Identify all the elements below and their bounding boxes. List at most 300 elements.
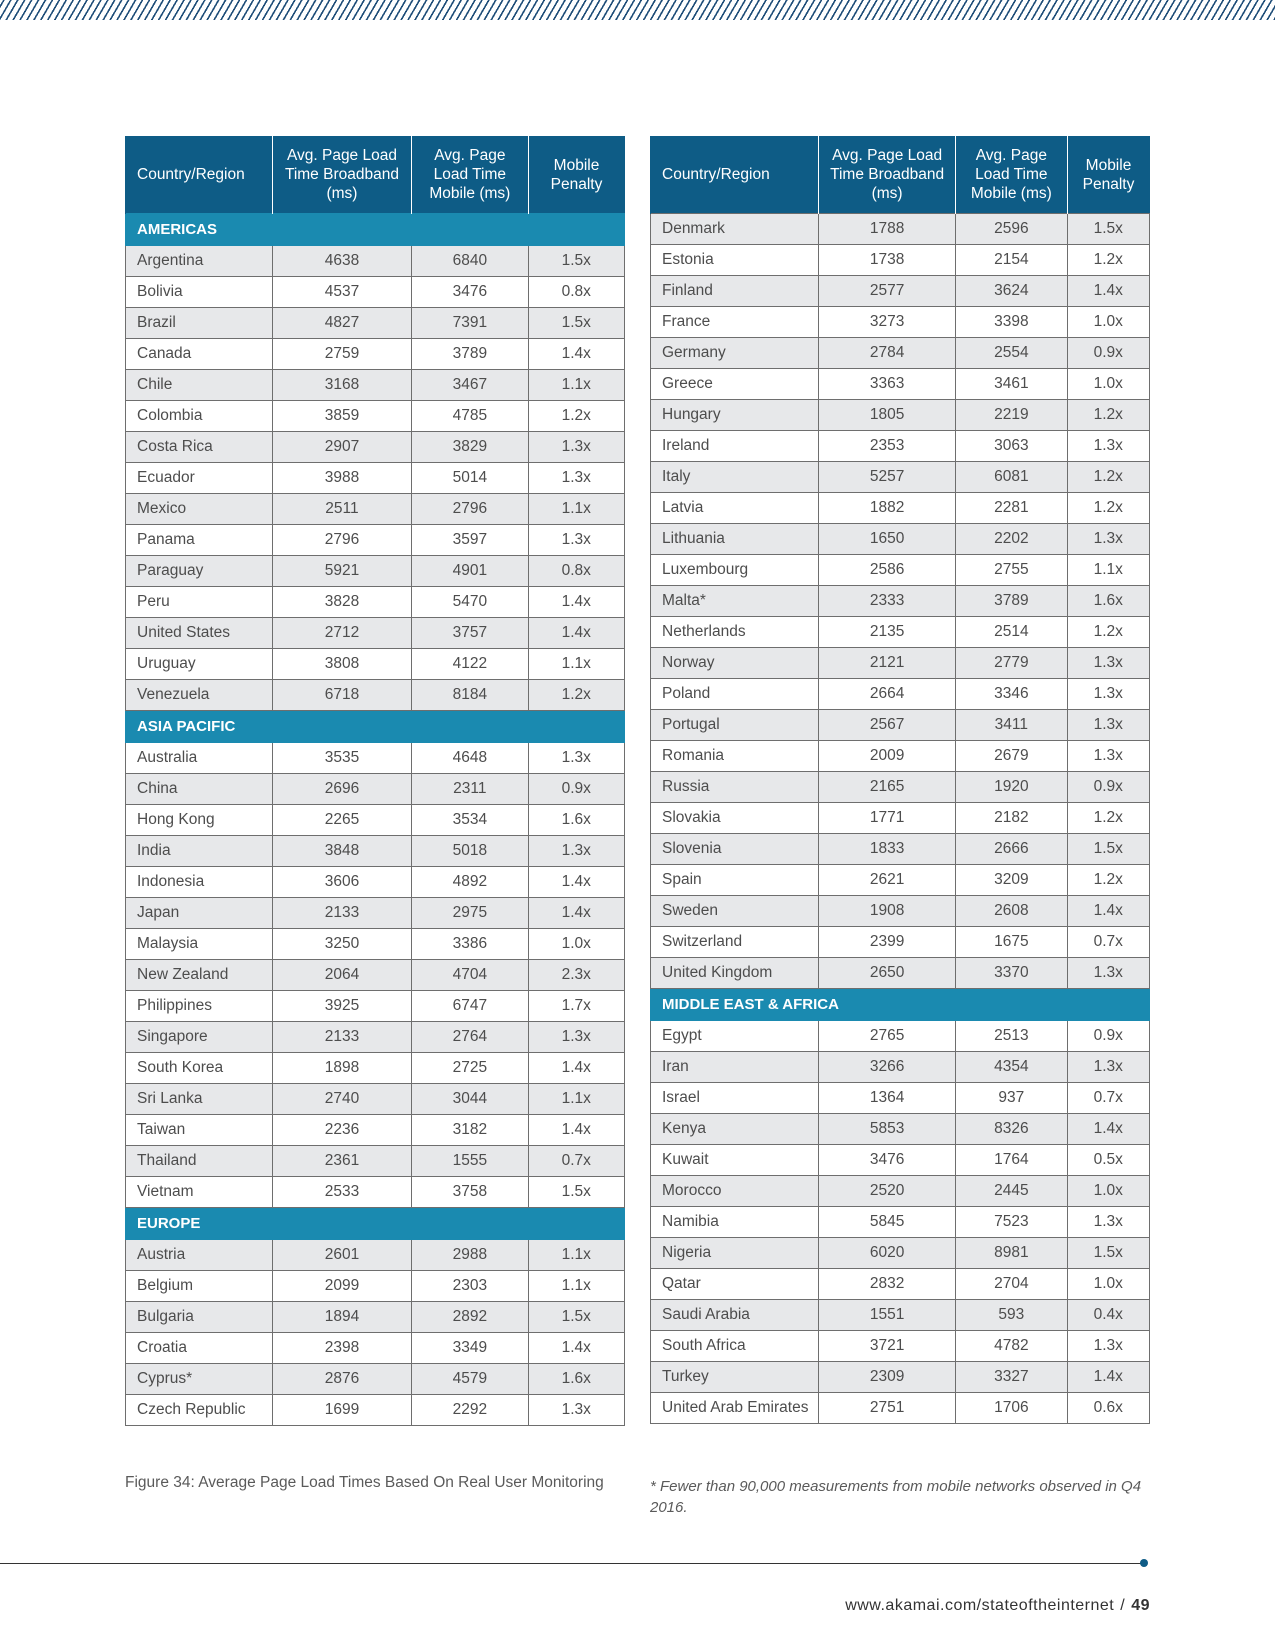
broadband-cell: 2121 [819,648,956,679]
country-cell: Turkey [651,1362,819,1393]
mobile-cell: 2219 [956,400,1067,431]
broadband-cell: 3476 [819,1145,956,1176]
penalty-cell: 1.4x [528,898,624,929]
broadband-cell: 4537 [272,277,411,308]
country-cell: Sri Lanka [126,1084,273,1115]
table-row [651,1238,1150,1269]
country-cell: Indonesia [126,867,273,898]
penalty-cell: 1.3x [528,463,624,494]
penalty-cell: 1.3x [528,525,624,556]
penalty-cell: 2.3x [528,960,624,991]
penalty-cell: 1.3x [1067,679,1150,710]
broadband-cell: 2876 [272,1364,411,1395]
broadband-cell: 2399 [819,927,956,958]
broadband-cell: 3988 [272,463,411,494]
country-cell: Venezuela [126,680,273,711]
table-row [651,493,1150,524]
mobile-cell: 2596 [956,214,1067,245]
table-row [651,772,1150,803]
mobile-cell: 2303 [412,1271,528,1302]
penalty-cell: 0.9x [1067,772,1150,803]
page-load-table-right [650,136,1150,1424]
mobile-cell: 6840 [412,246,528,277]
mobile-cell: 2704 [956,1269,1067,1300]
country-cell: Switzerland [651,927,819,958]
country-cell: South Africa [651,1331,819,1362]
broadband-cell: 4638 [272,246,411,277]
broadband-cell: 2621 [819,865,956,896]
mobile-cell: 2202 [956,524,1067,555]
mobile-cell: 3398 [956,307,1067,338]
penalty-cell: 1.2x [1067,493,1150,524]
penalty-cell: 1.3x [528,836,624,867]
table-row [126,401,625,432]
mobile-cell: 2514 [956,617,1067,648]
table-row [126,525,625,556]
country-cell: Poland [651,679,819,710]
table-row [126,339,625,370]
broadband-cell: 1738 [819,245,956,276]
broadband-cell: 1833 [819,834,956,865]
penalty-cell: 1.4x [528,1053,624,1084]
broadband-cell: 3808 [272,649,411,680]
mobile-cell: 3327 [956,1362,1067,1393]
country-cell: Slovenia [651,834,819,865]
table-row [651,1300,1150,1331]
page-load-table-left [125,136,625,1426]
mobile-cell: 2445 [956,1176,1067,1207]
table-row [651,896,1150,927]
country-cell: France [651,307,819,338]
mobile-cell: 3476 [412,277,528,308]
country-cell: Thailand [126,1146,273,1177]
country-cell: Philippines [126,991,273,1022]
table-row [651,617,1150,648]
table-row [126,1395,625,1426]
broadband-cell: 2907 [272,432,411,463]
penalty-cell: 0.9x [1067,1021,1150,1052]
section-label: EUROPE [126,1208,625,1240]
table-row [126,277,625,308]
table-body [126,214,625,1426]
broadband-cell: 3859 [272,401,411,432]
table-header-row [651,136,1150,214]
mobile-cell: 8981 [956,1238,1067,1269]
mobile-cell: 4704 [412,960,528,991]
mobile-cell: 3346 [956,679,1067,710]
footer-separator: / [1120,1597,1126,1614]
mobile-cell: 3209 [956,865,1067,896]
country-cell: Singapore [126,1022,273,1053]
table-row [651,834,1150,865]
mobile-cell: 4648 [412,743,528,774]
section-header-row [126,711,625,743]
penalty-cell: 1.5x [1067,834,1150,865]
table-row [126,1115,625,1146]
broadband-cell: 4827 [272,308,411,339]
country-cell: Egypt [651,1021,819,1052]
table-row [126,587,625,618]
mobile-cell: 3349 [412,1333,528,1364]
header-mobile: Avg. Page Load Time Mobile (ms) [956,136,1067,214]
table-row [651,1114,1150,1145]
table-row [126,649,625,680]
broadband-cell: 2133 [272,898,411,929]
mobile-cell: 2666 [956,834,1067,865]
penalty-cell: 0.5x [1067,1145,1150,1176]
broadband-cell: 2520 [819,1176,956,1207]
table-row [651,803,1150,834]
penalty-cell: 0.7x [1067,927,1150,958]
country-cell: Estonia [651,245,819,276]
table-row [651,1362,1150,1393]
penalty-cell: 1.3x [1067,1207,1150,1238]
country-cell: Hungary [651,400,819,431]
country-cell: Portugal [651,710,819,741]
section-header-row [126,1208,625,1240]
country-cell: Kuwait [651,1145,819,1176]
mobile-cell: 3461 [956,369,1067,400]
country-cell: Canada [126,339,273,370]
table-row [126,463,625,494]
broadband-cell: 2696 [272,774,411,805]
broadband-cell: 2533 [272,1177,411,1208]
mobile-cell: 3467 [412,370,528,401]
mobile-cell: 2988 [412,1240,528,1271]
table-row [651,1176,1150,1207]
table-row [651,1083,1150,1114]
broadband-cell: 2751 [819,1393,956,1424]
footer-rule-dot [1140,1559,1148,1567]
table-row [651,1145,1150,1176]
broadband-cell: 2650 [819,958,956,989]
mobile-cell: 5470 [412,587,528,618]
mobile-cell: 3789 [412,339,528,370]
table-row [651,276,1150,307]
mobile-cell: 3370 [956,958,1067,989]
penalty-cell: 1.3x [1067,741,1150,772]
broadband-cell: 1898 [272,1053,411,1084]
penalty-cell: 1.3x [1067,431,1150,462]
mobile-cell: 2725 [412,1053,528,1084]
broadband-cell: 6020 [819,1238,956,1269]
broadband-cell: 2133 [272,1022,411,1053]
penalty-cell: 1.0x [1067,369,1150,400]
broadband-cell: 1788 [819,214,956,245]
penalty-cell: 1.4x [528,587,624,618]
mobile-cell: 3624 [956,276,1067,307]
penalty-cell: 1.0x [528,929,624,960]
mobile-cell: 1555 [412,1146,528,1177]
table-row [126,1177,625,1208]
header-penalty: Mobile Penalty [1067,136,1150,214]
header-country: Country/Region [651,136,819,214]
mobile-cell: 3386 [412,929,528,960]
broadband-cell: 2577 [819,276,956,307]
penalty-cell: 1.2x [1067,865,1150,896]
country-cell: Spain [651,865,819,896]
table-row [651,958,1150,989]
mobile-cell: 5014 [412,463,528,494]
broadband-cell: 3535 [272,743,411,774]
country-cell: Peru [126,587,273,618]
section-label: MIDDLE EAST & AFRICA [651,989,1150,1021]
broadband-cell: 2265 [272,805,411,836]
table-row [126,929,625,960]
country-cell: Panama [126,525,273,556]
country-cell: Slovakia [651,803,819,834]
table-row [651,214,1150,245]
broadband-cell: 5853 [819,1114,956,1145]
mobile-cell: 7391 [412,308,528,339]
mobile-cell: 8326 [956,1114,1067,1145]
country-cell: India [126,836,273,867]
country-cell: Sweden [651,896,819,927]
country-cell: Israel [651,1083,819,1114]
top-hatch-band [0,0,1275,20]
footer-url: www.akamai.com/stateoftheinternet [845,1597,1115,1614]
section-label: AMERICAS [126,214,625,246]
penalty-cell: 1.3x [1067,710,1150,741]
broadband-cell: 2009 [819,741,956,772]
penalty-cell: 1.4x [528,1115,624,1146]
table-row [126,308,625,339]
broadband-cell: 3606 [272,867,411,898]
mobile-cell: 1764 [956,1145,1067,1176]
country-cell: Bulgaria [126,1302,273,1333]
section-header-row [651,989,1150,1021]
mobile-cell: 5018 [412,836,528,867]
penalty-cell: 1.4x [1067,1114,1150,1145]
penalty-cell: 1.2x [528,680,624,711]
mobile-cell: 2764 [412,1022,528,1053]
country-cell: Netherlands [651,617,819,648]
mobile-cell: 3044 [412,1084,528,1115]
country-cell: Nigeria [651,1238,819,1269]
penalty-cell: 1.4x [1067,276,1150,307]
country-cell: Czech Republic [126,1395,273,1426]
header-broadband: Avg. Page Load Time Broadband (ms) [819,136,956,214]
penalty-cell: 1.5x [528,246,624,277]
table-row [126,680,625,711]
table-row [651,741,1150,772]
penalty-cell: 1.5x [1067,214,1150,245]
table-row [126,1302,625,1333]
penalty-cell: 1.2x [1067,400,1150,431]
page-number: 49 [1131,1597,1150,1614]
penalty-cell: 1.3x [1067,524,1150,555]
country-cell: Ireland [651,431,819,462]
country-cell: Ecuador [126,463,273,494]
penalty-cell: 1.5x [528,1177,624,1208]
table-row [651,1207,1150,1238]
country-cell: Japan [126,898,273,929]
broadband-cell: 1805 [819,400,956,431]
penalty-cell: 1.3x [1067,958,1150,989]
broadband-cell: 1699 [272,1395,411,1426]
table-row [651,1052,1150,1083]
penalty-cell: 1.3x [528,432,624,463]
table-row [126,432,625,463]
table-row [651,710,1150,741]
table-row [126,836,625,867]
country-cell: Colombia [126,401,273,432]
table-row [651,679,1150,710]
broadband-cell: 3848 [272,836,411,867]
broadband-cell: 1771 [819,803,956,834]
country-cell: Hong Kong [126,805,273,836]
broadband-cell: 1364 [819,1083,956,1114]
broadband-cell: 2099 [272,1271,411,1302]
mobile-cell: 4901 [412,556,528,587]
header-broadband: Avg. Page Load Time Broadband (ms) [272,136,411,214]
section-header-row [126,214,625,246]
broadband-cell: 2309 [819,1362,956,1393]
mobile-cell: 3757 [412,618,528,649]
footer-rule [0,1563,1143,1564]
table-row [126,805,625,836]
broadband-cell: 2784 [819,338,956,369]
figure-caption: Figure 34: Average Page Load Times Based On Real User Monitoring [125,1474,604,1491]
mobile-cell: 4892 [412,867,528,898]
penalty-cell: 1.7x [528,991,624,1022]
broadband-cell: 2796 [272,525,411,556]
broadband-cell: 2064 [272,960,411,991]
table-row [126,1333,625,1364]
table-row [651,865,1150,896]
penalty-cell: 1.4x [528,867,624,898]
mobile-cell: 593 [956,1300,1067,1331]
broadband-cell: 2511 [272,494,411,525]
broadband-cell: 2135 [819,617,956,648]
penalty-cell: 1.3x [1067,1052,1150,1083]
header-penalty: Mobile Penalty [528,136,624,214]
table-row [126,1084,625,1115]
table-row [126,246,625,277]
table-row [126,1053,625,1084]
penalty-cell: 1.3x [528,1022,624,1053]
mobile-cell: 1675 [956,927,1067,958]
penalty-cell: 1.1x [1067,555,1150,586]
penalty-cell: 1.6x [528,1364,624,1395]
mobile-cell: 3063 [956,431,1067,462]
penalty-cell: 1.4x [1067,1362,1150,1393]
mobile-cell: 4354 [956,1052,1067,1083]
mobile-cell: 937 [956,1083,1067,1114]
penalty-cell: 1.2x [528,401,624,432]
mobile-cell: 4122 [412,649,528,680]
country-cell: Luxembourg [651,555,819,586]
country-cell: Romania [651,741,819,772]
country-cell: Argentina [126,246,273,277]
mobile-cell: 1706 [956,1393,1067,1424]
table-row [651,1021,1150,1052]
mobile-cell: 6747 [412,991,528,1022]
page-footer [845,1597,1150,1615]
broadband-cell: 2236 [272,1115,411,1146]
table-row [126,370,625,401]
penalty-cell: 1.4x [528,618,624,649]
broadband-cell: 3273 [819,307,956,338]
country-cell: Lithuania [651,524,819,555]
country-cell: New Zealand [126,960,273,991]
mobile-cell: 2796 [412,494,528,525]
country-cell: Malta* [651,586,819,617]
broadband-cell: 1908 [819,896,956,927]
mobile-cell: 2311 [412,774,528,805]
penalty-cell: 0.6x [1067,1393,1150,1424]
penalty-cell: 0.8x [528,277,624,308]
mobile-cell: 3758 [412,1177,528,1208]
country-cell: Croatia [126,1333,273,1364]
broadband-cell: 2712 [272,618,411,649]
penalty-cell: 1.2x [1067,617,1150,648]
country-cell: Chile [126,370,273,401]
country-cell: Denmark [651,214,819,245]
broadband-cell: 3250 [272,929,411,960]
mobile-cell: 2975 [412,898,528,929]
penalty-cell: 0.4x [1067,1300,1150,1331]
mobile-cell: 8184 [412,680,528,711]
table-row [651,245,1150,276]
penalty-cell: 1.5x [528,1302,624,1333]
broadband-cell: 3363 [819,369,956,400]
broadband-cell: 2664 [819,679,956,710]
table-row [651,927,1150,958]
country-cell: Germany [651,338,819,369]
broadband-cell: 2353 [819,431,956,462]
section-label: ASIA PACIFIC [126,711,625,743]
penalty-cell: 1.0x [1067,307,1150,338]
table-row [126,1364,625,1395]
penalty-cell: 1.1x [528,649,624,680]
table-row [651,1269,1150,1300]
country-cell: Saudi Arabia [651,1300,819,1331]
mobile-cell: 2182 [956,803,1067,834]
penalty-cell: 0.7x [528,1146,624,1177]
country-cell: United Arab Emirates [651,1393,819,1424]
broadband-cell: 3925 [272,991,411,1022]
table-row [651,524,1150,555]
mobile-cell: 7523 [956,1207,1067,1238]
broadband-cell: 2601 [272,1240,411,1271]
country-cell: Vietnam [126,1177,273,1208]
table-row [126,743,625,774]
mobile-cell: 4782 [956,1331,1067,1362]
penalty-cell: 1.2x [1067,245,1150,276]
table-row [651,555,1150,586]
penalty-cell: 0.8x [528,556,624,587]
table-row [126,898,625,929]
table-row [651,462,1150,493]
broadband-cell: 3168 [272,370,411,401]
country-cell: Malaysia [126,929,273,960]
mobile-cell: 3534 [412,805,528,836]
country-cell: Australia [126,743,273,774]
broadband-cell: 2333 [819,586,956,617]
country-cell: Namibia [651,1207,819,1238]
table-row [651,586,1150,617]
mobile-cell: 2281 [956,493,1067,524]
penalty-cell: 1.3x [1067,1331,1150,1362]
mobile-cell: 2892 [412,1302,528,1333]
table-row [126,494,625,525]
penalty-cell: 0.7x [1067,1083,1150,1114]
penalty-cell: 1.1x [528,494,624,525]
table-row [651,338,1150,369]
table-row [126,867,625,898]
mobile-cell: 3182 [412,1115,528,1146]
